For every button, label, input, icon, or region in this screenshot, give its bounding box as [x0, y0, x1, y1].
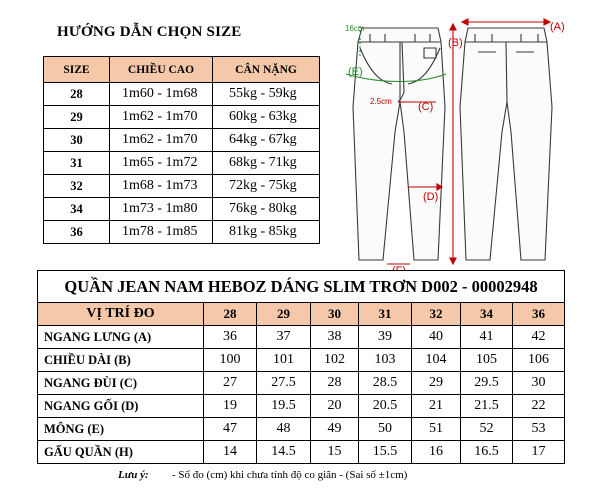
measure-value: 40: [412, 326, 461, 349]
measure-label: CHIỀU DÀI (B): [38, 349, 204, 372]
size-col-header: 32: [412, 303, 461, 326]
footnote-text: - Số đo (cm) khi chưa tính độ co giãn - (Sai số ±1cm): [172, 469, 408, 481]
height-cell: 1m65 - 1m72: [110, 152, 213, 175]
measure-value: 14: [204, 441, 257, 464]
size-col-header: 34: [461, 303, 513, 326]
table-row: [44, 129, 320, 152]
measure-value: 29: [412, 372, 461, 395]
label-b: (B): [448, 37, 463, 49]
measure-label: NGANG ĐÙI (C): [38, 372, 204, 395]
measure-value: 15.5: [359, 441, 412, 464]
table-row: [44, 83, 320, 106]
table-row: [38, 349, 565, 372]
table-row: [38, 418, 565, 441]
size-cell: 28: [44, 83, 110, 106]
measure-value: 39: [359, 326, 412, 349]
measure-value: 102: [311, 349, 359, 372]
measure-value: 104: [412, 349, 461, 372]
size-guide-title: HƯỚNG DẪN CHỌN SIZE: [57, 24, 242, 40]
measure-value: 106: [513, 349, 565, 372]
measure-value: 52: [461, 418, 513, 441]
height-cell: 1m62 - 1m70: [110, 129, 213, 152]
measurement-table: [37, 270, 565, 464]
table-row: [44, 106, 320, 129]
table-row: [44, 198, 320, 221]
measure-value: 29.5: [461, 372, 513, 395]
size-cell: 30: [44, 129, 110, 152]
measure-value: 103: [359, 349, 412, 372]
measure-value: 14.5: [257, 441, 311, 464]
measure-value: 41: [461, 326, 513, 349]
size-guide-header-row: [44, 57, 320, 83]
weight-header: CÂN NẶNG: [213, 57, 320, 83]
size-cell: 34: [44, 198, 110, 221]
table-row: [44, 152, 320, 175]
measure-value: 36: [204, 326, 257, 349]
size-cell: 32: [44, 175, 110, 198]
table-row: [38, 395, 565, 418]
size-col-header: 30: [311, 303, 359, 326]
measure-value: 28.5: [359, 372, 412, 395]
size-cell: 29: [44, 106, 110, 129]
position-header: VỊ TRÍ ĐO: [38, 303, 204, 326]
weight-cell: 64kg - 67kg: [213, 129, 320, 152]
measure-value: 53: [513, 418, 565, 441]
size-col-header: 36: [513, 303, 565, 326]
measure-value: 16.5: [461, 441, 513, 464]
label-a: (A): [550, 21, 565, 33]
product-title: QUẦN JEAN NAM HEBOZ DÁNG SLIM TRƠN D002 - 00002948: [38, 271, 565, 303]
size-header: SIZE: [44, 57, 110, 83]
measure-value: 27: [204, 372, 257, 395]
measure-value: 21: [412, 395, 461, 418]
waist-height-label: 16cm: [345, 24, 365, 33]
crotch-offset-label: 2.5cm: [370, 97, 392, 106]
weight-cell: 68kg - 71kg: [213, 152, 320, 175]
footnote-label: Lưu ý:: [118, 469, 149, 481]
measure-value: 27.5: [257, 372, 311, 395]
size-cell: 31: [44, 152, 110, 175]
measure-value: 50: [359, 418, 412, 441]
measure-value: 20.5: [359, 395, 412, 418]
weight-cell: 76kg - 80kg: [213, 198, 320, 221]
jeans-measurement-diagram: [340, 12, 590, 270]
table-row: [44, 175, 320, 198]
weight-cell: 72kg - 75kg: [213, 175, 320, 198]
measurement-header-row: [38, 303, 565, 326]
measure-value: 21.5: [461, 395, 513, 418]
label-e: (E): [348, 66, 363, 78]
size-guide-table: [43, 56, 320, 244]
measure-value: 37: [257, 326, 311, 349]
measure-value: 101: [257, 349, 311, 372]
measure-label: NGANG LƯNG (A): [38, 326, 204, 349]
size-col-header: 28: [204, 303, 257, 326]
measure-label: NGANG GỐI (D): [38, 395, 204, 418]
table-row: [38, 326, 565, 349]
measure-value: 48: [257, 418, 311, 441]
measure-value: 28: [311, 372, 359, 395]
size-col-header: 29: [257, 303, 311, 326]
measure-value: 38: [311, 326, 359, 349]
table-row: [38, 441, 565, 464]
weight-cell: 60kg - 63kg: [213, 106, 320, 129]
label-c: (C): [418, 101, 434, 113]
measure-label: GẤU QUẦN (H): [38, 441, 204, 464]
height-cell: 1m68 - 1m73: [110, 175, 213, 198]
measure-value: 51: [412, 418, 461, 441]
measure-value: 42: [513, 326, 565, 349]
height-cell: 1m78 - 1m85: [110, 221, 213, 244]
size-cell: 36: [44, 221, 110, 244]
label-d: (D): [423, 191, 439, 203]
height-cell: 1m73 - 1m80: [110, 198, 213, 221]
measure-value: 20: [311, 395, 359, 418]
measure-value: 105: [461, 349, 513, 372]
measure-value: 16: [412, 441, 461, 464]
measure-value: 19: [204, 395, 257, 418]
size-col-header: 31: [359, 303, 412, 326]
measure-value: 30: [513, 372, 565, 395]
height-header: CHIỀU CAO: [110, 57, 213, 83]
table-row: [38, 372, 565, 395]
measure-value: 100: [204, 349, 257, 372]
measure-value: 22: [513, 395, 565, 418]
measure-value: 47: [204, 418, 257, 441]
measure-label: MÔNG (E): [38, 418, 204, 441]
height-cell: 1m62 - 1m70: [110, 106, 213, 129]
measure-value: 17: [513, 441, 565, 464]
measure-value: 15: [311, 441, 359, 464]
measure-value: 19.5: [257, 395, 311, 418]
height-cell: 1m60 - 1m68: [110, 83, 213, 106]
weight-cell: 81kg - 85kg: [213, 221, 320, 244]
measure-value: 49: [311, 418, 359, 441]
weight-cell: 55kg - 59kg: [213, 83, 320, 106]
table-row: [44, 221, 320, 244]
